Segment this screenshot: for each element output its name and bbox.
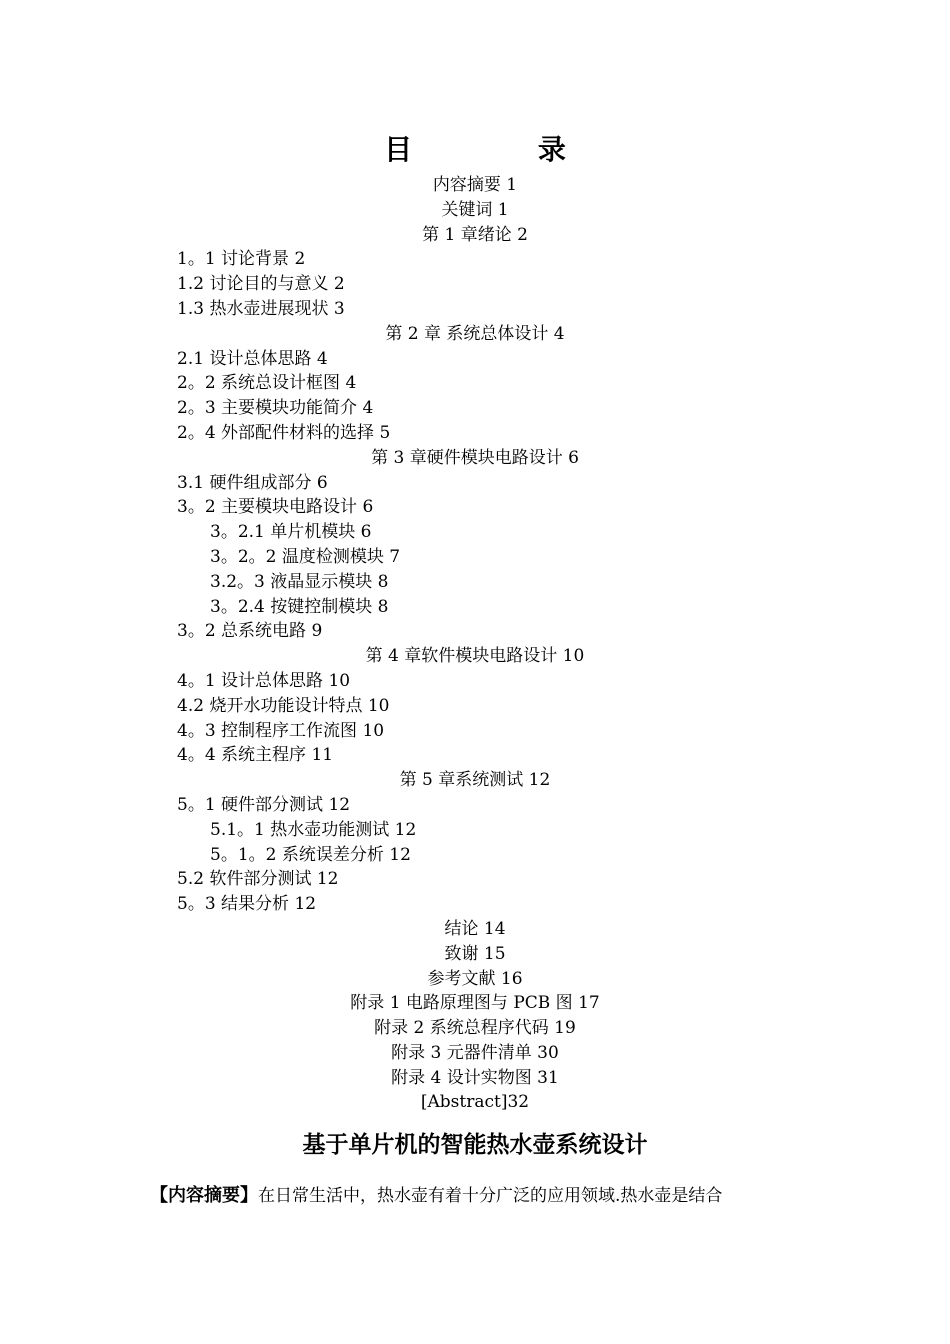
toc-entry[interactable]: 5。3 结果分析 12 (177, 894, 317, 915)
toc-entry[interactable]: 3.1 硬件组成部分 6 (177, 472, 328, 493)
toc-entry[interactable]: 1。1 讨论背景 2 (177, 249, 306, 270)
toc-entry[interactable]: 3.2。3 液晶显示模块 8 (210, 571, 389, 592)
table-of-contents (0, 173, 950, 1115)
toc-entry[interactable]: 5.1。1 热水壶功能测试 12 (210, 819, 417, 840)
toc-entry[interactable]: 第 3 章硬件模块电路设计 6 (371, 447, 579, 468)
toc-entry[interactable]: 3。2.1 单片机模块 6 (210, 522, 372, 543)
toc-entry[interactable]: 2。2 系统总设计框图 4 (177, 373, 357, 394)
toc-entry[interactable]: 3。2.4 按键控制模块 8 (210, 596, 389, 617)
toc-entry[interactable]: 第 2 章 系统总体设计 4 (385, 323, 565, 344)
document-title: 基于单片机的智能热水壶系统设计 (302, 1132, 648, 1158)
toc-entry[interactable]: 附录 3 元器件清单 30 (391, 1042, 559, 1063)
toc-entry[interactable]: 3。2 主要模块电路设计 6 (177, 497, 374, 518)
toc-entry[interactable]: 第 4 章软件模块电路设计 10 (365, 646, 585, 667)
toc-entry[interactable]: 4。4 系统主程序 11 (177, 745, 334, 766)
abstract-text: 在日常生活中，热水壶有着十分广泛的应用领域.热水壶是结合 (258, 1186, 723, 1206)
toc-entry[interactable]: 附录 2 系统总程序代码 19 (374, 1018, 576, 1039)
toc-entry[interactable]: 5。1。2 系统误差分析 12 (210, 844, 411, 865)
toc-entry[interactable]: 4。3 控制程序工作流图 10 (177, 720, 385, 741)
toc-entry[interactable]: 2.1 设计总体思路 4 (177, 348, 328, 369)
toc-entry[interactable]: 内容摘要 1 (432, 175, 518, 195)
toc-entry[interactable]: 1.3 热水壶进展现状 3 (177, 298, 345, 319)
toc-entry[interactable]: 附录 4 设计实物图 31 (391, 1067, 559, 1088)
toc-entry[interactable]: 3。2。2 温度检测模块 7 (210, 546, 401, 567)
toc-entry[interactable]: 4.2 烧开水功能设计特点 10 (177, 695, 390, 716)
toc-entry[interactable]: 结论 14 (444, 918, 506, 939)
toc-entry[interactable]: 2。3 主要模块功能简介 4 (177, 398, 374, 419)
toc-entry[interactable]: 4。1 设计总体思路 10 (177, 670, 351, 691)
toc-entry[interactable]: [Abstract]32 (420, 1092, 530, 1113)
toc-entry[interactable]: 第 1 章绪论 2 (422, 224, 528, 245)
toc-heading: 目 录 (384, 133, 624, 166)
toc-entry[interactable]: 2。4 外部配件材料的选择 5 (177, 422, 391, 443)
abstract-label: 【内容摘要】 (150, 1185, 258, 1206)
toc-entry[interactable]: 5.2 软件部分测试 12 (177, 869, 339, 890)
toc-entry[interactable]: 致谢 15 (444, 943, 506, 964)
toc-entry[interactable]: 第 5 章系统测试 12 (399, 770, 551, 791)
toc-entry[interactable]: 关键词 1 (441, 199, 509, 220)
abstract-paragraph (150, 1182, 830, 1210)
toc-entry[interactable]: 1.2 讨论目的与意义 2 (177, 274, 345, 295)
toc-entry[interactable]: 3。2 总系统电路 9 (177, 621, 323, 642)
toc-entry[interactable]: 5。1 硬件部分测试 12 (177, 794, 351, 815)
toc-entry[interactable]: 附录 1 电路原理图与 PCB 图 17 (350, 993, 600, 1014)
toc-entry[interactable]: 参考文献 16 (427, 968, 523, 989)
